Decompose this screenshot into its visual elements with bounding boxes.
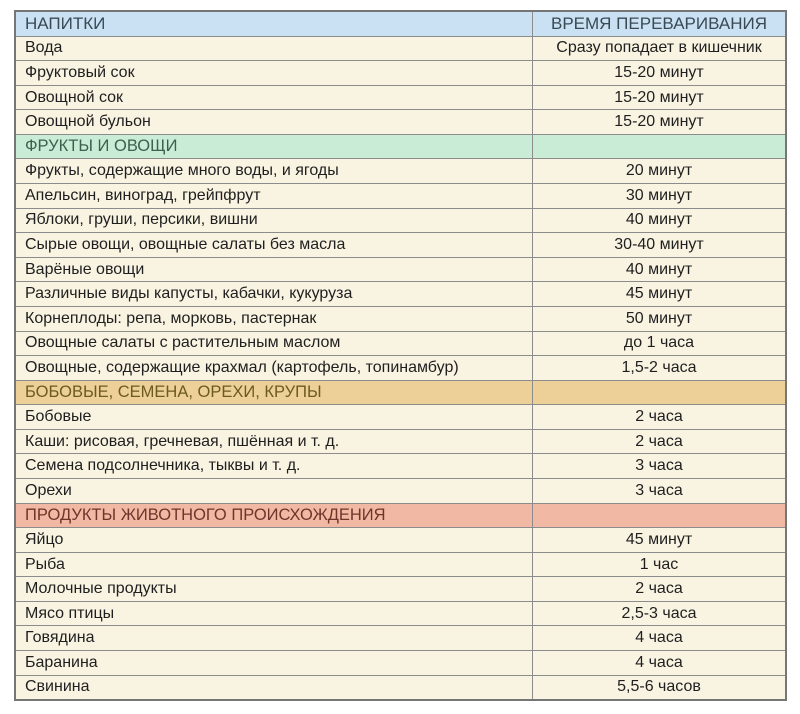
item-cell: Овощные салаты с растительным маслом xyxy=(16,332,533,356)
time-cell: 2,5-3 часа xyxy=(621,604,697,622)
item-cell: Баранина xyxy=(16,651,533,675)
table-row xyxy=(16,552,785,577)
table-row xyxy=(16,601,785,626)
table-row xyxy=(16,478,785,503)
table-row xyxy=(16,453,785,478)
time-cell: 15-20 минут xyxy=(614,63,704,81)
item-cell: Сырые овощи, овощные салаты без масла xyxy=(16,233,533,257)
time-cell: 20 минут xyxy=(625,162,693,180)
digestion-time-table xyxy=(14,10,787,701)
table-row xyxy=(16,404,785,429)
time-cell: 45 минут xyxy=(625,530,693,548)
item-cell: Каши: рисовая, гречневая, пшённая и т. д. xyxy=(16,430,533,454)
time-cell: Сразу попадает в кишечник xyxy=(556,39,762,57)
time-cell: 3 часа xyxy=(635,481,683,499)
table-row xyxy=(16,36,785,61)
time-cell: 4 часа xyxy=(635,653,683,671)
table-row xyxy=(16,281,785,306)
item-cell: Семена подсолнечника, тыквы и т. д. xyxy=(16,454,533,478)
table-row xyxy=(16,60,785,85)
time-cell: 1 час xyxy=(639,555,679,573)
time-cell: 2 часа xyxy=(635,432,683,450)
time-cell: 1,5-2 часа xyxy=(621,358,697,376)
time-cell: 2 часа xyxy=(635,408,683,426)
item-cell: Различные виды капусты, кабачки, кукуруза xyxy=(16,282,533,306)
table-row xyxy=(16,331,785,356)
item-cell: Овощной сок xyxy=(16,86,533,110)
item-cell: Яблоки, груши, персики, вишни xyxy=(16,209,533,233)
item-cell: Апельсин, виноград, грейпфрут xyxy=(16,184,533,208)
table-row xyxy=(16,306,785,331)
item-cell: Вода xyxy=(16,37,533,61)
time-cell xyxy=(533,504,785,528)
item-cell: Корнеплоды: репа, морковь, пастернак xyxy=(16,307,533,331)
time-cell: 30 минут xyxy=(625,186,693,204)
item-cell: ФРУКТЫ И ОВОЩИ xyxy=(16,135,533,159)
item-cell: Бобовые xyxy=(16,405,533,429)
time-cell: 15-20 минут xyxy=(614,88,704,106)
time-cell: 40 минут xyxy=(625,260,693,278)
item-cell: Рыба xyxy=(16,553,533,577)
time-cell: 15-20 минут xyxy=(614,113,704,131)
item-cell: Варёные овощи xyxy=(16,258,533,282)
table-row xyxy=(16,675,785,700)
table-row xyxy=(16,625,785,650)
item-cell: Овощной бульон xyxy=(16,110,533,134)
section-header-legumes-seeds-nuts-grains xyxy=(16,380,785,405)
item-cell: Молочные продукты xyxy=(16,577,533,601)
item-cell: Говядина xyxy=(16,626,533,650)
item-cell: ПРОДУКТЫ ЖИВОТНОГО ПРОИСХОЖДЕНИЯ xyxy=(16,504,533,528)
table-row xyxy=(16,85,785,110)
table-header-row xyxy=(16,12,785,36)
table-row xyxy=(16,183,785,208)
item-cell: Яйцо xyxy=(16,528,533,552)
item-cell: Орехи xyxy=(16,479,533,503)
item-cell: Свинина xyxy=(16,676,533,700)
item-cell: Мясо птицы xyxy=(16,602,533,626)
table-row xyxy=(16,527,785,552)
column-header-digestion-time: ВРЕМЯ ПЕРЕВАРИВАНИЯ xyxy=(551,13,767,33)
table-row xyxy=(16,429,785,454)
table-row xyxy=(16,355,785,380)
table-row xyxy=(16,650,785,675)
time-cell: 4 часа xyxy=(635,629,683,647)
time-cell: 40 минут xyxy=(625,211,693,229)
item-cell: БОБОВЫЕ, СЕМЕНА, ОРЕХИ, КРУПЫ xyxy=(16,381,533,405)
time-cell: 3 часа xyxy=(635,457,683,475)
table-row xyxy=(16,232,785,257)
time-cell: 45 минут xyxy=(625,285,693,303)
table-row xyxy=(16,576,785,601)
table-row xyxy=(16,158,785,183)
section-header-animal-products xyxy=(16,503,785,528)
table-row xyxy=(16,208,785,233)
time-cell: 30-40 минут xyxy=(614,235,704,253)
table-row xyxy=(16,257,785,282)
section-header-fruits-vegetables xyxy=(16,134,785,159)
time-cell xyxy=(533,135,785,159)
item-cell: Фруктовый сок xyxy=(16,61,533,85)
item-cell: Овощные, содержащие крахмал (картофель, топинамбур) xyxy=(16,356,533,380)
time-cell: 2 часа xyxy=(635,580,683,598)
item-cell: Фрукты, содержащие много воды, и ягоды xyxy=(16,159,533,183)
table-row xyxy=(16,109,785,134)
time-cell xyxy=(533,381,785,405)
time-cell: 50 минут xyxy=(625,309,693,327)
time-cell: 5,5-6 часов xyxy=(617,678,701,696)
column-header-drinks: НАПИТКИ xyxy=(16,12,533,36)
time-cell: до 1 часа xyxy=(623,334,695,352)
